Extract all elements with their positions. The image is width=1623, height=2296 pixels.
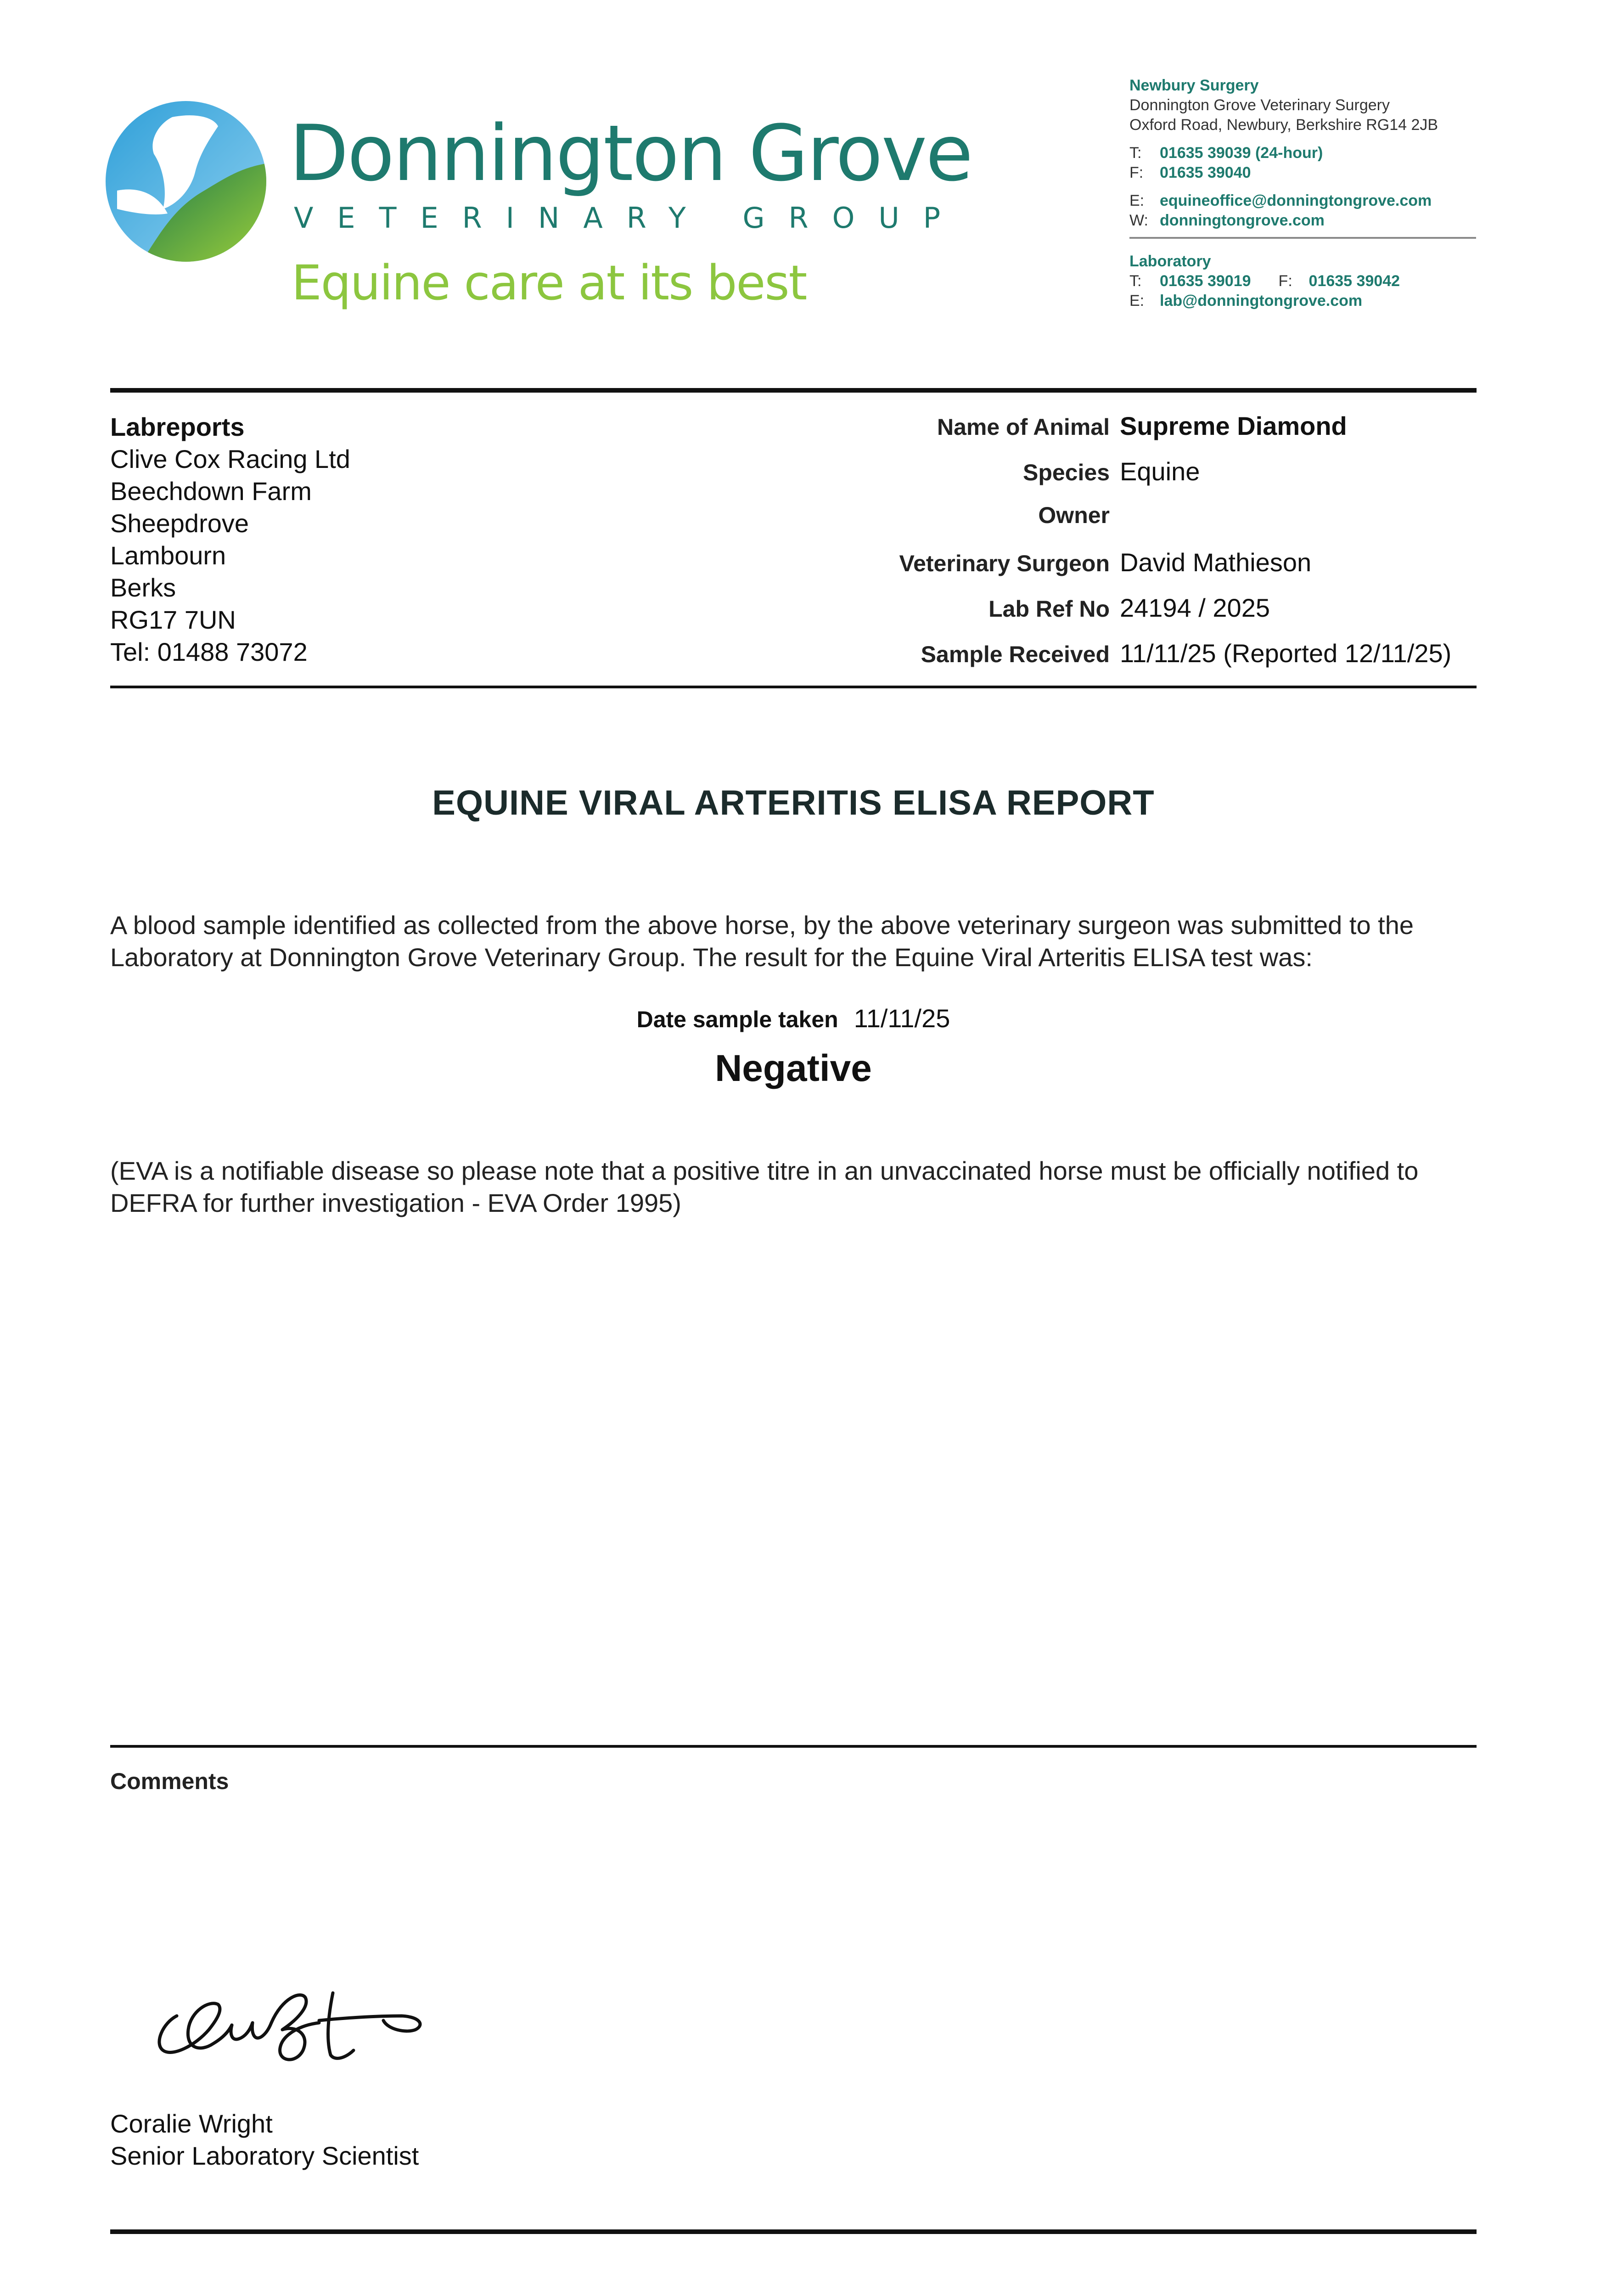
report-intro: A blood sample identified as collected from the above horse, by the above veterinary surgeon was submitted to the Laboratory at Donnington Grove Veterinary Group. The result for the Equine Viral Arteritis ELISA test was: (110, 911, 1414, 972)
laboratory-phone: 01635 39019 (1160, 272, 1251, 290)
laboratory-fax: 01635 39042 (1309, 272, 1400, 290)
address-line: RG17 7UN (110, 605, 236, 634)
email-label: E: (1129, 292, 1145, 310)
recipient-name: Labreports (110, 412, 245, 441)
surgery-address-line: Oxford Road, Newbury, Berkshire RG14 2JB (1129, 116, 1438, 134)
date-sample-taken (110, 1003, 1477, 1033)
footer-divider (110, 2229, 1477, 2234)
email-label: E: (1129, 192, 1145, 209)
logo-mark (103, 99, 269, 264)
detail-label: Lab Ref No (988, 596, 1110, 622)
detail-label: Sample Received (921, 642, 1110, 667)
recipient-phone: Tel: 01488 73072 (110, 637, 308, 666)
address-line: Sheepdrove (110, 509, 249, 538)
tel-label: T: (1129, 144, 1142, 162)
signatory-title: Senior Laboratory Scientist (110, 2141, 419, 2170)
fax-label: F: (1129, 164, 1144, 181)
address-line: Beechdown Farm (110, 477, 312, 506)
vet-value: David Mathieson (1120, 548, 1312, 577)
detail-row-owner (689, 502, 1477, 547)
address-line: Lambourn (110, 541, 226, 570)
header-divider (110, 388, 1477, 393)
details-divider (110, 686, 1477, 688)
date-label: Date sample taken (636, 1007, 838, 1032)
detail-label: Owner (1038, 502, 1110, 528)
brand-subtitle: VETERINARY GROUP (294, 201, 965, 235)
tel-label: T: (1129, 272, 1142, 290)
surgery-phone: 01635 39039 (24-hour) (1160, 144, 1323, 162)
species-value: Equine (1120, 457, 1200, 486)
detail-label: Veterinary Surgeon (899, 551, 1110, 576)
comments-label: Comments (110, 1768, 229, 1794)
detail-row-lab-ref (689, 593, 1477, 638)
lab-ref-value: 24194 / 2025 (1120, 593, 1270, 622)
detail-row-sample-received (689, 638, 1477, 684)
web-label: W: (1129, 212, 1148, 229)
detail-row-species (689, 456, 1477, 502)
signatory-name: Coralie Wright (110, 2109, 273, 2138)
surgery-heading: Newbury Surgery (1129, 77, 1259, 94)
address-line: Clive Cox Racing Ltd (110, 445, 350, 473)
contact-divider (1129, 237, 1476, 239)
notifiable-note: (EVA is a notifiable disease so please note that a positive titre in an unvaccinated horse must be officially notified to DEFRA for further investigation - EVA Order 1995) (110, 1156, 1419, 1217)
signature-image (145, 1965, 457, 2085)
animal-name-value: Supreme Diamond (1120, 411, 1347, 440)
sample-received-value: 11/11/25 (Reported 12/11/25) (1120, 639, 1452, 668)
surgery-website-link[interactable]: donningtongrove.com (1160, 212, 1325, 229)
date-value: 11/11/25 (854, 1004, 950, 1033)
signatory-block (110, 2108, 419, 2172)
animal-details (689, 411, 1477, 684)
detail-label: Species (1022, 460, 1110, 485)
fax-label: F: (1278, 272, 1292, 290)
brand-name: Donnington Grove (289, 108, 972, 198)
recipient-address (110, 411, 350, 668)
laboratory-contact-block (1129, 252, 1478, 311)
surgery-contact-block (1129, 76, 1478, 231)
test-result: Negative (715, 1047, 872, 1089)
detail-label: Name of Animal (937, 414, 1110, 440)
surgery-fax: 01635 39040 (1160, 164, 1251, 181)
surgery-email-link[interactable]: equineoffice@donningtongrove.com (1160, 192, 1432, 209)
address-line: Berks (110, 573, 176, 602)
surgery-address-line: Donnington Grove Veterinary Surgery (1129, 96, 1390, 114)
detail-row-animal-name (689, 411, 1477, 456)
laboratory-email-link[interactable]: lab@donningtongrove.com (1160, 292, 1363, 310)
comments-divider (110, 1745, 1477, 1748)
report-title: EQUINE VIRAL ARTERITIS ELISA REPORT (432, 783, 1155, 822)
laboratory-heading: Laboratory (1129, 253, 1211, 270)
detail-row-vet (689, 547, 1477, 593)
brand-tagline: Equine care at its best (292, 255, 807, 311)
